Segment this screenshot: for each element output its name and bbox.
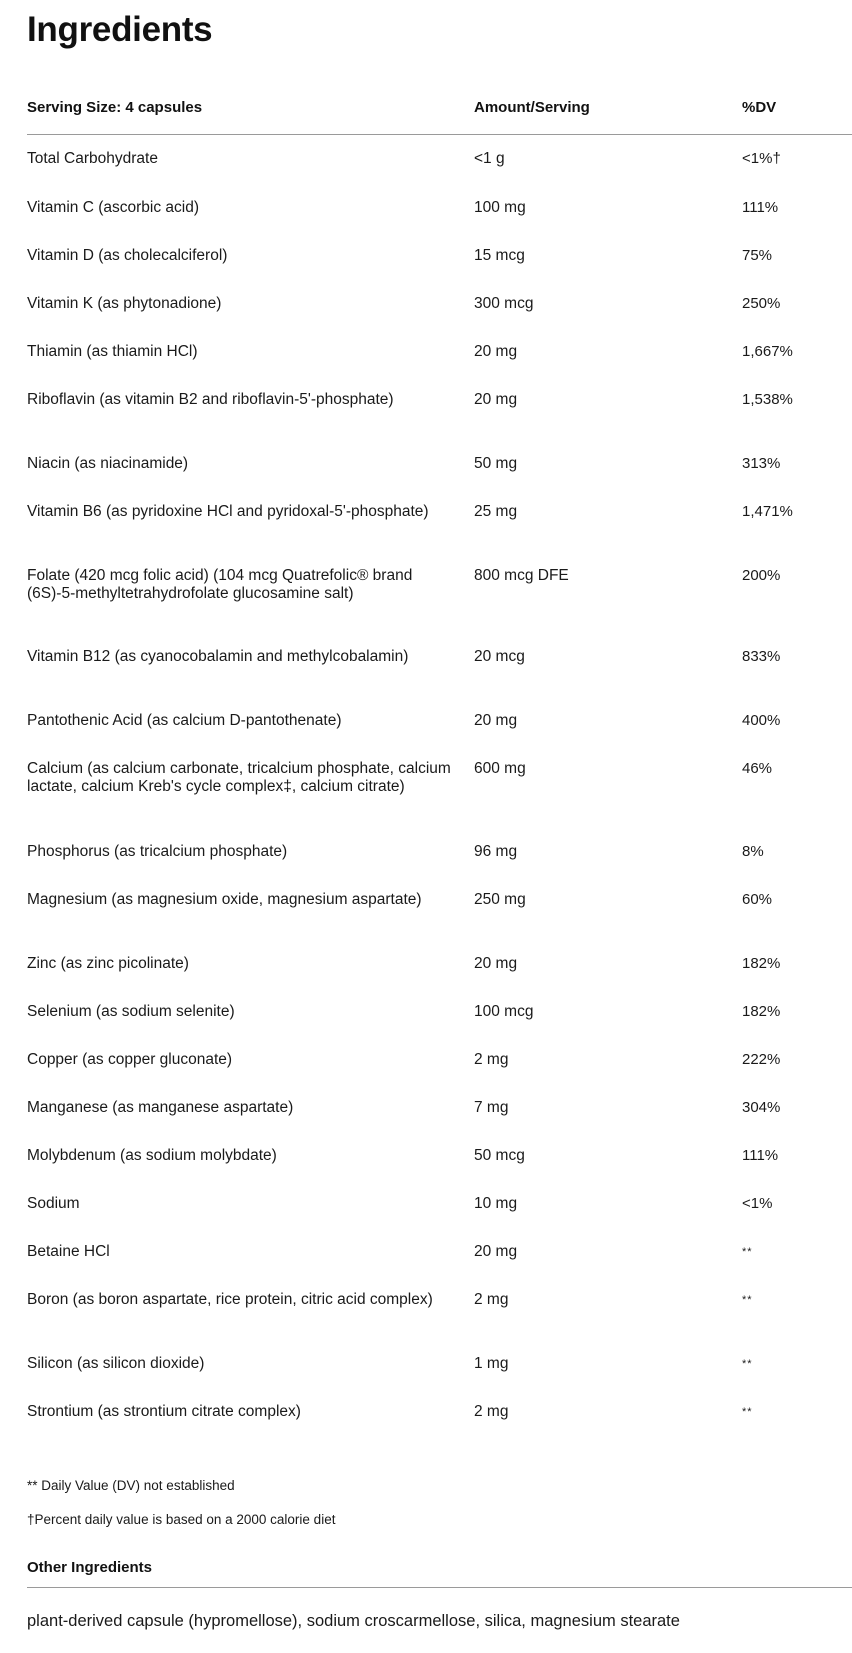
ingredients-table — [0, 150, 852, 1451]
ingredient-name: Pantothenic Acid (as calcium D-pantothenate) — [27, 712, 342, 729]
ingredient-daily-value: 250% — [742, 295, 781, 312]
ingredient-name: Molybdenum (as sodium molybdate) — [27, 1147, 277, 1164]
header-amount-per-serving: Amount/Serving — [474, 99, 590, 116]
ingredient-amount: 50 mg — [474, 455, 518, 472]
ingredient-name: Silicon (as silicon dioxide) — [27, 1355, 205, 1372]
ingredient-name: Betaine HCl — [27, 1243, 110, 1260]
table-row — [0, 843, 852, 891]
ingredient-daily-value: 111% — [742, 199, 779, 216]
ingredient-name: Zinc (as zinc picolinate) — [27, 955, 189, 972]
footnote-percent-basis: †Percent daily value is based on a 2000 calorie diet — [27, 1512, 336, 1527]
ingredient-name: Vitamin D (as cholecalciferol) — [27, 247, 228, 264]
ingredient-amount: 600 mg — [474, 760, 526, 777]
other-ingredients-title: Other Ingredients — [27, 1559, 153, 1576]
table-row — [0, 1291, 852, 1355]
table-row — [0, 503, 852, 567]
ingredient-daily-value: 182% — [742, 955, 781, 972]
ingredient-amount: 20 mcg — [474, 648, 525, 665]
table-row — [0, 955, 852, 1003]
table-row — [0, 712, 852, 760]
ingredient-amount: 20 mg — [474, 391, 518, 408]
ingredient-daily-value: 222% — [742, 1051, 781, 1068]
ingredient-daily-value: <1%† — [742, 150, 781, 167]
table-row — [0, 1243, 852, 1291]
table-row — [0, 1003, 852, 1051]
ingredient-amount: 25 mg — [474, 503, 518, 520]
ingredient-name: Niacin (as niacinamide) — [27, 455, 189, 472]
ingredient-name: Riboflavin (as vitamin B2 and riboflavin-5'-phosphate) — [27, 391, 394, 408]
ingredient-name: Selenium (as sodium selenite) — [27, 1003, 235, 1020]
ingredient-daily-value: 1,667% — [742, 343, 793, 360]
ingredient-amount: 2 mg — [474, 1403, 509, 1420]
other-ingredients-text: plant-derived capsule (hypromellose), sodium croscarmellose, silica, magnesium stearate — [27, 1612, 680, 1630]
ingredient-name: Magnesium (as magnesium oxide, magnesium aspartate) — [27, 891, 422, 908]
ingredient-daily-value: ** — [742, 1246, 753, 1258]
ingredient-amount: <1 g — [474, 150, 505, 167]
table-row — [0, 247, 852, 295]
ingredient-daily-value: 75% — [742, 247, 773, 264]
table-row — [0, 648, 852, 712]
table-row — [0, 199, 852, 247]
ingredient-daily-value: ** — [742, 1294, 753, 1306]
ingredient-amount: 50 mcg — [474, 1147, 525, 1164]
ingredient-amount: 2 mg — [474, 1051, 509, 1068]
table-row — [0, 891, 852, 955]
ingredient-amount: 2 mg — [474, 1291, 509, 1308]
ingredient-amount: 100 mg — [474, 199, 526, 216]
ingredient-daily-value: 200% — [742, 567, 781, 584]
ingredient-name: Phosphorus (as tricalcium phosphate) — [27, 843, 288, 860]
ingredient-daily-value: 304% — [742, 1099, 781, 1116]
ingredient-name: Strontium (as strontium citrate complex) — [27, 1403, 301, 1420]
ingredient-daily-value: 1,538% — [742, 391, 793, 408]
ingredient-daily-value: 111% — [742, 1147, 779, 1164]
table-row — [0, 150, 852, 199]
ingredient-name: Vitamin B6 (as pyridoxine HCl and pyridoxal-5'-phosphate) — [27, 503, 429, 520]
ingredient-name: Manganese (as manganese aspartate) — [27, 1099, 294, 1116]
table-row — [0, 1099, 852, 1147]
ingredient-amount: 15 mcg — [474, 247, 525, 264]
ingredient-amount: 800 mcg DFE — [474, 567, 569, 584]
ingredient-daily-value: 46% — [742, 760, 773, 777]
table-row — [0, 1147, 852, 1195]
ingredient-daily-value: 400% — [742, 712, 781, 729]
table-row — [0, 455, 852, 503]
header-serving-size: Serving Size: 4 capsules — [27, 99, 203, 116]
ingredient-daily-value: <1% — [742, 1195, 773, 1212]
ingredient-name: Copper (as copper gluconate) — [27, 1051, 233, 1068]
ingredient-amount: 7 mg — [474, 1099, 509, 1116]
ingredient-amount: 250 mg — [474, 891, 526, 908]
header-divider — [27, 134, 852, 135]
ingredient-daily-value: 1,471% — [742, 503, 793, 520]
ingredient-name: Folate (420 mcg folic acid) (104 mcg Quatrefolic® brand (6S)-5-methyltetrahydrofolate glucosamine salt) — [27, 567, 413, 602]
table-row — [0, 1403, 852, 1451]
ingredient-daily-value: ** — [742, 1358, 753, 1370]
table-row — [0, 567, 852, 648]
ingredient-amount: 100 mcg — [474, 1003, 534, 1020]
ingredient-name: Boron (as boron aspartate, rice protein, citric acid complex) — [27, 1291, 433, 1308]
ingredient-daily-value: 313% — [742, 455, 781, 472]
table-row — [0, 1195, 852, 1243]
table-header-row — [0, 98, 852, 132]
ingredient-daily-value: 182% — [742, 1003, 781, 1020]
table-row — [0, 343, 852, 391]
page-title: Ingredients — [27, 10, 213, 49]
table-row — [0, 760, 852, 843]
ingredient-daily-value: 8% — [742, 843, 764, 860]
table-row — [0, 1355, 852, 1403]
other-ingredients-divider — [27, 1587, 852, 1588]
ingredient-amount: 20 mg — [474, 1243, 518, 1260]
ingredient-amount: 20 mg — [474, 343, 518, 360]
ingredient-amount: 1 mg — [474, 1355, 509, 1372]
footnote-dv-not-established: ** Daily Value (DV) not established — [27, 1478, 235, 1493]
ingredient-name: Total Carbohydrate — [27, 150, 158, 167]
ingredient-name: Calcium (as calcium carbonate, tricalcium phosphate, calcium lactate, calcium Kreb's cycle complex‡, calcium citrate) — [27, 760, 451, 795]
header-daily-value: %DV — [742, 99, 777, 116]
ingredient-name: Vitamin C (ascorbic acid) — [27, 199, 199, 216]
table-row — [0, 391, 852, 455]
table-row — [0, 1051, 852, 1099]
ingredient-amount: 20 mg — [474, 712, 518, 729]
ingredient-amount: 300 mcg — [474, 295, 534, 312]
ingredient-name: Thiamin (as thiamin HCl) — [27, 343, 198, 360]
ingredient-amount: 20 mg — [474, 955, 518, 972]
ingredient-amount: 96 mg — [474, 843, 518, 860]
ingredient-name: Sodium — [27, 1195, 80, 1212]
ingredient-name: Vitamin B12 (as cyanocobalamin and methylcobalamin) — [27, 648, 409, 665]
ingredient-daily-value: 833% — [742, 648, 781, 665]
ingredient-amount: 10 mg — [474, 1195, 518, 1212]
table-row — [0, 295, 852, 343]
ingredient-daily-value: 60% — [742, 891, 773, 908]
ingredient-name: Vitamin K (as phytonadione) — [27, 295, 222, 312]
ingredient-daily-value: ** — [742, 1406, 753, 1418]
